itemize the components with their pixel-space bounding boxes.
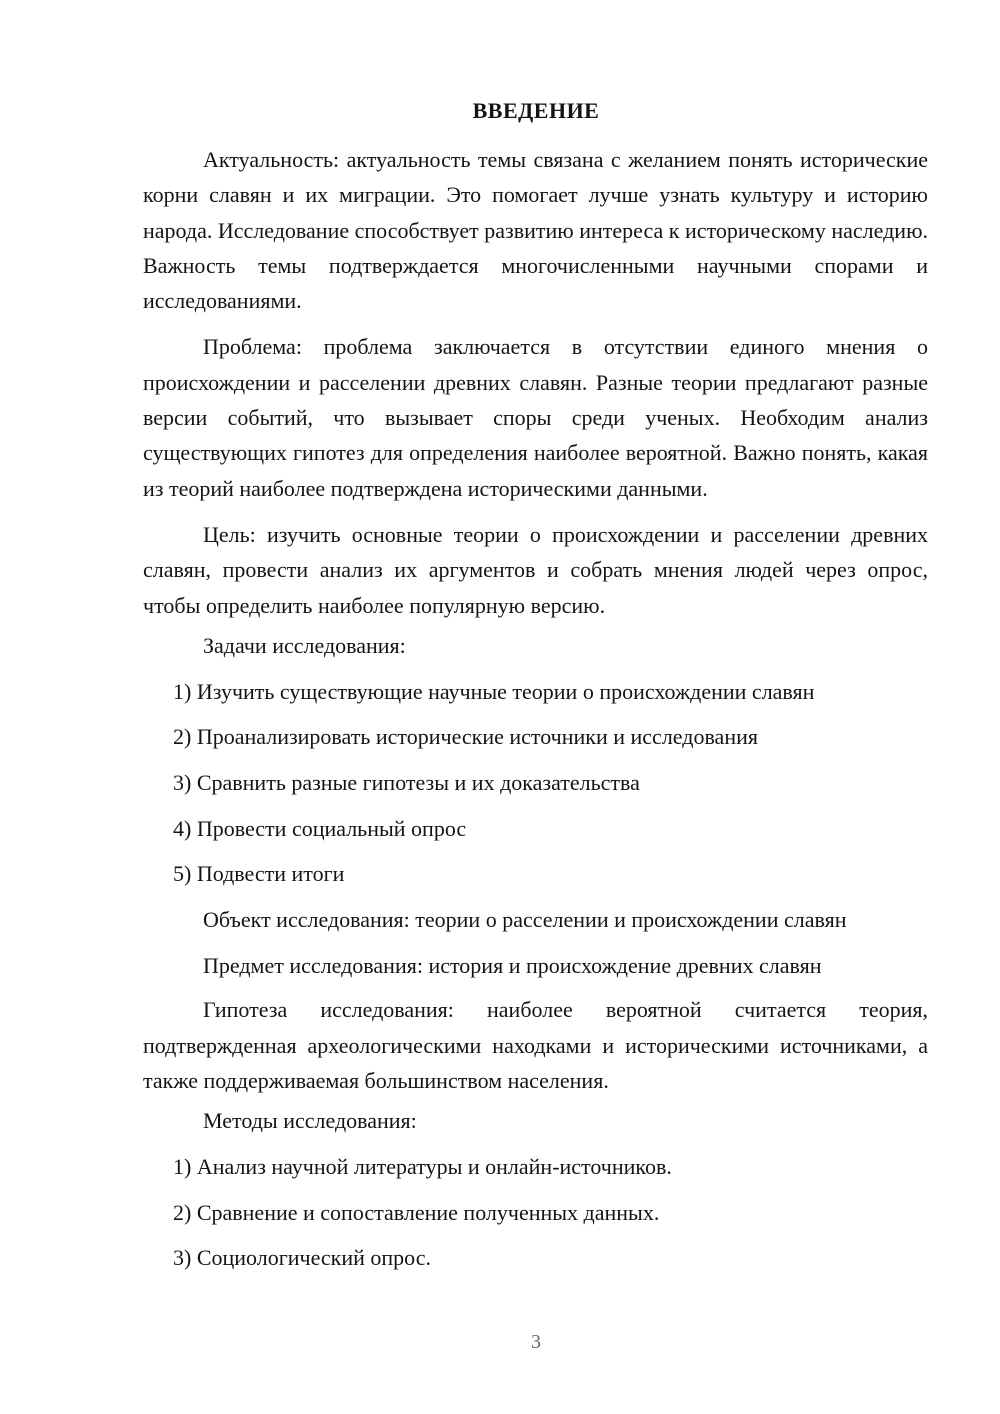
subject-line: Предмет исследования: история и происхождение древних славян — [203, 952, 822, 978]
problem-paragraph: Проблема: проблема заключается в отсутствии единого мнения о происхождении и расселении древних славян. Разные теории предлагают разные версии событий, что вызывает споры среди ученых. Необходим анализ существующих гипотез для определения наиболее вероятной. Важно понять, какая из теорий наиболее подтверждена историческими данными. — [143, 334, 928, 501]
goal-paragraph: Цель: изучить основные теории о происхождении и расселении древних славян, провести анализ их аргументов и собрать мнения людей через опрос, чтобы определить наиболее популярную версию. — [143, 521, 928, 618]
page-number: 3 — [531, 1331, 541, 1353]
body-text — [143, 142, 928, 1281]
method-item: 2) Сравнение и сопоставление полученных данных. — [173, 1199, 660, 1225]
methods-heading: Методы исследования: — [203, 1108, 417, 1134]
method-item: 1) Анализ научной литературы и онлайн-источников. — [173, 1154, 672, 1180]
task-item: 3) Сравнить разные гипотезы и их доказательства — [173, 769, 640, 795]
object-line: Объект исследования: теории о расселении и происхождении славян — [203, 907, 847, 933]
task-item: 5) Подвести итоги — [173, 861, 345, 887]
task-item: 2) Проанализировать исторические источники и исследования — [173, 724, 758, 750]
method-item: 3) Социологический опрос. — [173, 1245, 431, 1271]
section-title: ВВЕДЕНИЕ — [472, 98, 600, 123]
relevance-paragraph: Актуальность: актуальность темы связана с желанием понять исторические корни славян и их миграции. Это помогает лучше узнать культуру и историю народа. Исследование способствует развитию интереса к историческому наследию. Важность темы подтверждается многочисленными научными спорами и исследованиями. — [143, 147, 928, 314]
task-item: 4) Провести социальный опрос — [173, 815, 467, 841]
tasks-heading: Задачи исследования: — [203, 632, 406, 658]
hypothesis-paragraph: Гипотеза исследования: наиболее вероятной считается теория, подтвержденная археологическими находками и историческими источниками, а также поддерживаемая большинством населения. — [143, 997, 928, 1094]
task-item: 1) Изучить существующие научные теории о происхождении славян — [173, 678, 815, 704]
